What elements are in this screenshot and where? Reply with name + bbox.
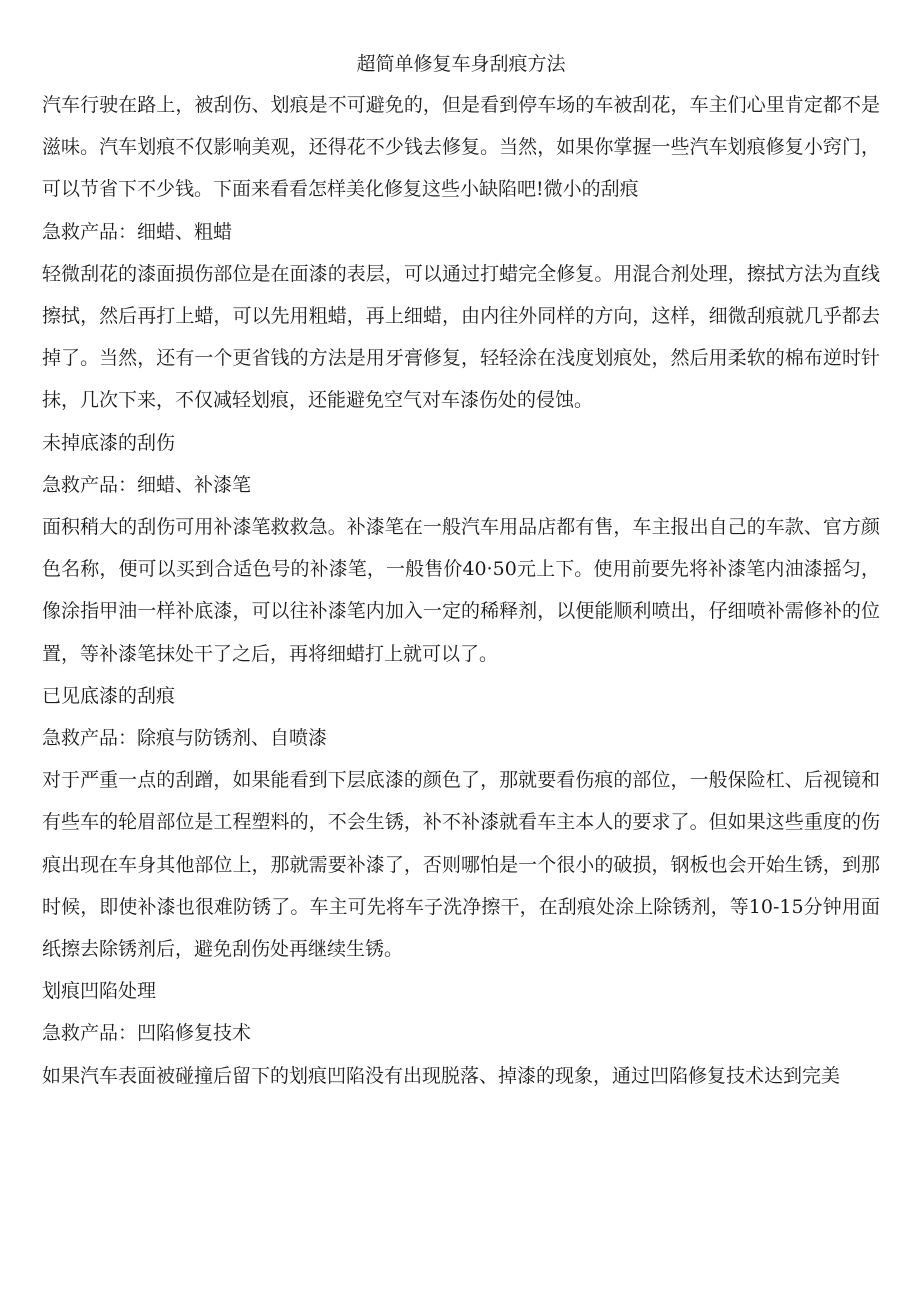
section-body: 轻微刮花的漆面损伤部位是在面漆的表层，可以通过打蜡完全修复。用混合剂处理，擦拭方法为直线擦拭，然后再打上蜡，可以先用粗蜡，再上细蜡，由内往外同样的方向，这样，细微刮痕就几乎都去掉了。当然，还有一个更省钱的方法是用牙膏修复，轻轻涂在浅度划痕处，然后用柔软的棉布逆时针抹，几次下来，不仅减轻划痕，还能避免空气对车漆伤处的侵蚀。 xyxy=(42,262,880,412)
section-primer-visible xyxy=(42,675,880,970)
document-title: 超简单修复车身刮痕方法 xyxy=(356,53,566,75)
section-heading: 划痕凹陷处理 xyxy=(42,980,157,1003)
section-product: 急救产品：凹陷修复技术 xyxy=(42,1022,252,1045)
section-product: 急救产品：细蜡、补漆笔 xyxy=(42,473,252,496)
section-heading: 未掉底漆的刮伤 xyxy=(42,431,176,454)
section-heading: 已见底漆的刮痕 xyxy=(42,684,176,707)
section-no-primer xyxy=(42,422,880,675)
section-body: 如果汽车表面被碰撞后留下的划痕凹陷没有出现脱落、掉漆的现象，通过凹陷修复技术达到完美 xyxy=(42,1064,841,1087)
section-fine-scratch xyxy=(42,211,880,422)
sections xyxy=(42,211,880,1097)
section-body: 对于严重一点的刮蹭，如果能看到下层底漆的颜色了，那就要看伤痕的部位，一般保险杠、后视镜和有些车的轮眉部位是工程塑料的，不会生锈，补不补漆就看车主本人的要求了。但如果这些重度的伤痕出现在车身其他部位上，那就需要补漆了，否则哪怕是一个很小的破损，钢板也会开始生锈，到那时候，即使补漆也很难防锈了。车主可先将车子洗净擦干，在刮痕处涂上除锈剂，等10-15分钟用面纸擦去除锈剂后，避免刮伤处再继续生锈。 xyxy=(42,769,880,961)
section-product: 急救产品：除痕与防锈剂、自喷漆 xyxy=(42,727,328,750)
section-body: 面积稍大的刮伤可用补漆笔救救急。补漆笔在一般汽车用品店都有售，车主报出自己的车款、官方颜色名称，便可以买到合适色号的补漆笔，一般售价40·50元上下。使用前要先将补漆笔内油漆摇匀，像涂指甲油一样补底漆，可以往补漆笔内加入一定的稀释剂，以便能顺利喷出，仔细喷补需修补的位置，等补漆笔抹处干了之后，再将细蜡打上就可以了。 xyxy=(42,516,880,665)
section-product: 急救产品：细蜡、粗蜡 xyxy=(42,220,233,243)
intro-paragraph: 汽车行驶在路上，被刮伤、划痕是不可避免的，但是看到停车场的车被刮花，车主们心里肯定都不是滋味。汽车划痕不仅影响美观，还得花不少钱去修复。当然，如果你掌握一些汽车划痕修复小窍门，可以节省下不少钱。下面来看看怎样美化修复这些小缺陷吧!微小的刮痕 xyxy=(42,94,880,201)
section-dent xyxy=(42,970,880,1097)
